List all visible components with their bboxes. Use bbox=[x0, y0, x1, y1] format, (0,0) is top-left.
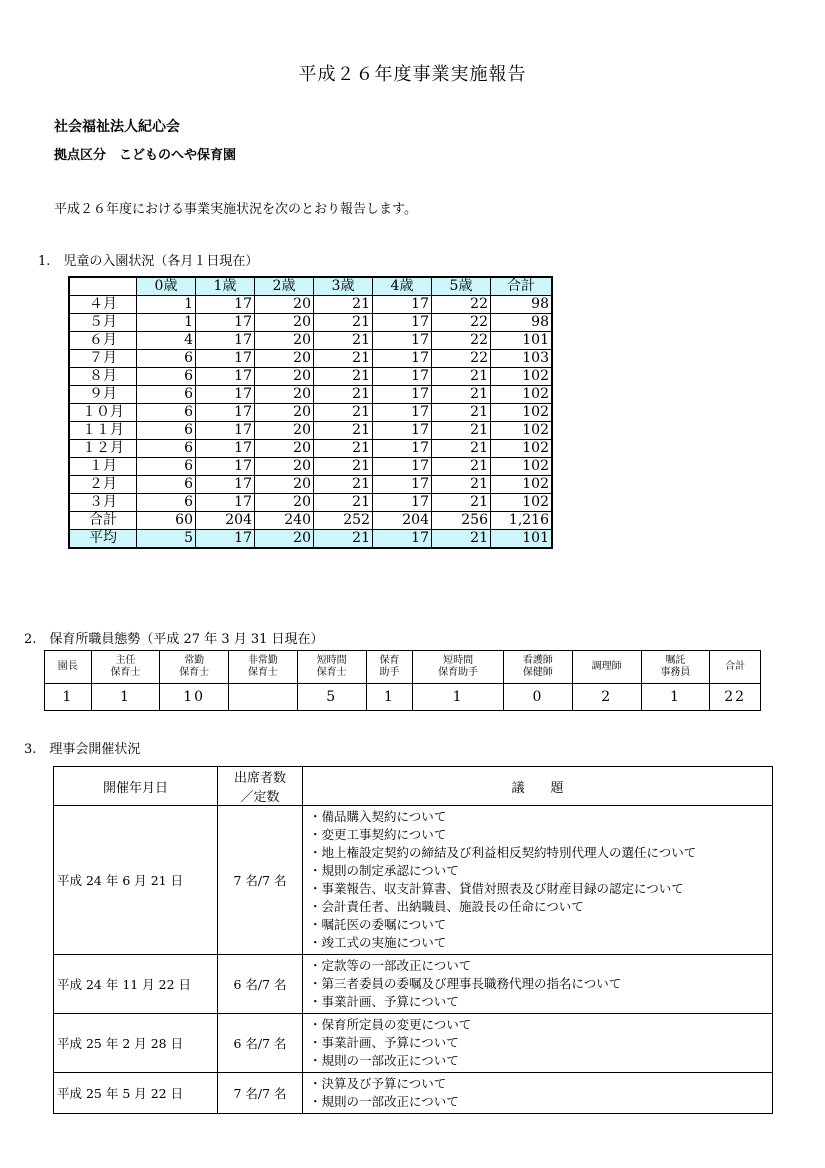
row-label: ９月 bbox=[69, 386, 137, 404]
meeting-row bbox=[54, 955, 773, 1014]
table-row bbox=[69, 368, 552, 386]
staff-count: 2 bbox=[572, 684, 641, 711]
row-label: ５月 bbox=[69, 314, 137, 332]
table-cell: 17 bbox=[196, 476, 255, 494]
row-label: ８月 bbox=[69, 368, 137, 386]
table-cell: 6 bbox=[137, 350, 196, 368]
agenda-item: ・規則の一部改正について bbox=[309, 1094, 459, 1109]
table-cell: 21 bbox=[314, 314, 373, 332]
table-cell: 20 bbox=[255, 350, 314, 368]
table-row bbox=[69, 458, 552, 476]
table-cell: 102 bbox=[491, 386, 553, 404]
table-cell: 17 bbox=[196, 530, 255, 549]
table-cell: 17 bbox=[196, 404, 255, 422]
agenda-item: ・第三者委員の委嘱及び理事長職務代理の指名について bbox=[309, 976, 622, 991]
table-row bbox=[69, 476, 552, 494]
table-cell: 17 bbox=[373, 296, 432, 314]
table-cell: 21 bbox=[314, 440, 373, 458]
table-row bbox=[69, 314, 552, 332]
table-cell: 102 bbox=[491, 368, 553, 386]
table-cell: 17 bbox=[373, 332, 432, 350]
agenda-item: ・保育所定員の変更について bbox=[309, 1017, 472, 1032]
table-cell: 20 bbox=[255, 422, 314, 440]
agenda-item: ・事業計画、予算について bbox=[309, 994, 459, 1009]
meeting-row bbox=[54, 806, 773, 955]
table-cell: 21 bbox=[432, 458, 491, 476]
table-cell: 102 bbox=[491, 476, 553, 494]
table-cell: 21 bbox=[432, 440, 491, 458]
table-row bbox=[69, 404, 552, 422]
organization-name: 社会福祉法人紀心会 bbox=[54, 119, 180, 135]
table-cell: 21 bbox=[432, 404, 491, 422]
column-header: 合計 bbox=[491, 277, 553, 296]
table-cell: 21 bbox=[314, 458, 373, 476]
row-label: ６月 bbox=[69, 332, 137, 350]
staff-count: 22 bbox=[710, 684, 761, 711]
staff-role-header: 非常勤 保育士 bbox=[229, 651, 298, 684]
staff-role-header: 嘱託 事務員 bbox=[641, 651, 710, 684]
staff-role-header: 合計 bbox=[710, 651, 761, 684]
table-cell: 22 bbox=[432, 350, 491, 368]
agenda-item: ・事業報告、収支計算書、貸借対照表及び財産目録の認定について bbox=[309, 881, 684, 896]
table-cell: 21 bbox=[314, 296, 373, 314]
table-cell: 21 bbox=[432, 422, 491, 440]
page-title: 平成２６年度事業実施報告 bbox=[298, 64, 527, 85]
table-cell: 6 bbox=[137, 458, 196, 476]
table-cell: 21 bbox=[432, 386, 491, 404]
agenda-item: ・竣工式の実施について bbox=[309, 935, 447, 950]
table-cell: 17 bbox=[373, 404, 432, 422]
average-row bbox=[69, 530, 552, 549]
table-cell: 256 bbox=[432, 512, 491, 530]
table-cell: 6 bbox=[137, 386, 196, 404]
table-cell: 20 bbox=[255, 530, 314, 549]
meeting-date: 平成 25 年 2 月 28 日 bbox=[54, 1014, 218, 1073]
table-row bbox=[69, 296, 552, 314]
table-cell: 102 bbox=[491, 404, 553, 422]
column-header: 議 題 bbox=[303, 767, 773, 806]
staff-role-header: 看護師 保健師 bbox=[504, 651, 573, 684]
table-cell: 21 bbox=[432, 530, 491, 549]
table-cell: 17 bbox=[196, 350, 255, 368]
agenda-item: ・定款等の一部改正について bbox=[309, 958, 472, 973]
column-header: 3歳 bbox=[314, 277, 373, 296]
table-cell: 17 bbox=[373, 458, 432, 476]
table-row bbox=[69, 422, 552, 440]
meeting-attendance: 7 名/7 名 bbox=[218, 806, 303, 955]
table-cell: 17 bbox=[196, 332, 255, 350]
table-cell: 240 bbox=[255, 512, 314, 530]
staff-role-header: 調理師 bbox=[572, 651, 641, 684]
table-row bbox=[69, 494, 552, 512]
table-cell: 17 bbox=[373, 350, 432, 368]
row-label: １０月 bbox=[69, 404, 137, 422]
meeting-agenda bbox=[303, 955, 773, 1014]
row-label: 合計 bbox=[69, 512, 137, 530]
staff-role-header: 園長 bbox=[45, 651, 92, 684]
meeting-agenda bbox=[303, 1073, 773, 1114]
enrollment-table bbox=[68, 276, 553, 549]
staff-count bbox=[229, 684, 298, 711]
table-cell: 17 bbox=[373, 368, 432, 386]
agenda-item: ・規則の一部改正について bbox=[309, 1053, 459, 1068]
table-cell: 17 bbox=[373, 494, 432, 512]
table-cell: 204 bbox=[196, 512, 255, 530]
agenda-item: ・地上権設定契約の締結及び利益相反契約特別代理人の選任について bbox=[309, 845, 697, 860]
section3-heading: 3. 理事会開催状況 bbox=[24, 742, 141, 757]
meeting-attendance: 6 名/7 名 bbox=[218, 1014, 303, 1073]
table-cell: 22 bbox=[432, 332, 491, 350]
table-cell: 21 bbox=[314, 476, 373, 494]
table-cell: 20 bbox=[255, 386, 314, 404]
staff-count: 1 bbox=[45, 684, 92, 711]
table-cell: 21 bbox=[314, 350, 373, 368]
table-cell: 6 bbox=[137, 440, 196, 458]
column-header: 4歳 bbox=[373, 277, 432, 296]
table-cell: 6 bbox=[137, 404, 196, 422]
table-cell: 22 bbox=[432, 296, 491, 314]
table-row bbox=[69, 512, 552, 530]
table-cell: 102 bbox=[491, 440, 553, 458]
meeting-row bbox=[54, 1073, 773, 1114]
board-meetings-table bbox=[53, 766, 773, 1114]
table-cell: 17 bbox=[196, 296, 255, 314]
table-cell: 6 bbox=[137, 476, 196, 494]
column-header bbox=[69, 277, 137, 296]
table-cell: 21 bbox=[314, 530, 373, 549]
table-cell: 20 bbox=[255, 368, 314, 386]
table-cell: 252 bbox=[314, 512, 373, 530]
table-cell: 17 bbox=[373, 476, 432, 494]
agenda-item: ・変更工事契約について bbox=[309, 827, 447, 842]
table-cell: 21 bbox=[432, 494, 491, 512]
staff-count: 10 bbox=[160, 684, 229, 711]
table-cell: 17 bbox=[196, 386, 255, 404]
table-row bbox=[69, 350, 552, 368]
table-cell: 102 bbox=[491, 494, 553, 512]
row-label: １１月 bbox=[69, 422, 137, 440]
row-label: ３月 bbox=[69, 494, 137, 512]
table-cell: 102 bbox=[491, 458, 553, 476]
row-label: １２月 bbox=[69, 440, 137, 458]
table-cell: 21 bbox=[432, 476, 491, 494]
table-cell: 1 bbox=[137, 296, 196, 314]
table-cell: 21 bbox=[314, 494, 373, 512]
table-cell: 98 bbox=[491, 314, 553, 332]
table-cell: 60 bbox=[137, 512, 196, 530]
table-cell: 17 bbox=[373, 440, 432, 458]
table-cell: 1,216 bbox=[491, 512, 553, 530]
table-cell: 17 bbox=[196, 440, 255, 458]
table-row bbox=[69, 332, 552, 350]
staff-role-header: 常勤 保育士 bbox=[160, 651, 229, 684]
row-label: 平均 bbox=[69, 530, 137, 549]
section1-heading: 1. 児童の入園状況（各月１日現在） bbox=[38, 254, 259, 269]
table-cell: 4 bbox=[137, 332, 196, 350]
table-cell: 20 bbox=[255, 314, 314, 332]
column-header: 出席者数 ／定数 bbox=[218, 767, 303, 806]
meeting-agenda bbox=[303, 806, 773, 955]
meeting-date: 平成 24 年 11 月 22 日 bbox=[54, 955, 218, 1014]
table-cell: 204 bbox=[373, 512, 432, 530]
agenda-item: ・決算及び予算について bbox=[309, 1076, 447, 1091]
intro-text: 平成２６年度における事業実施状況を次のとおり報告します。 bbox=[54, 202, 417, 217]
table-cell: 20 bbox=[255, 476, 314, 494]
table-cell: 6 bbox=[137, 368, 196, 386]
table-cell: 1 bbox=[137, 314, 196, 332]
table-cell: 17 bbox=[196, 368, 255, 386]
meeting-attendance: 7 名/7 名 bbox=[218, 1073, 303, 1114]
staff-role-header: 主任 保育士 bbox=[91, 651, 160, 684]
table-row bbox=[69, 440, 552, 458]
column-header: 2歳 bbox=[255, 277, 314, 296]
column-header: 開催年月日 bbox=[54, 767, 218, 806]
table-cell: 17 bbox=[196, 494, 255, 512]
agenda-item: ・規則の制定承認について bbox=[309, 863, 459, 878]
row-label: ７月 bbox=[69, 350, 137, 368]
table-cell: 6 bbox=[137, 422, 196, 440]
table-cell: 21 bbox=[314, 332, 373, 350]
table-cell: 21 bbox=[432, 368, 491, 386]
table-cell: 6 bbox=[137, 494, 196, 512]
row-label: １月 bbox=[69, 458, 137, 476]
agenda-item: ・会計責任者、出納職員、施設長の任命について bbox=[309, 899, 584, 914]
table-cell: 17 bbox=[196, 458, 255, 476]
table-cell: 20 bbox=[255, 458, 314, 476]
table-cell: 21 bbox=[314, 422, 373, 440]
table-cell: 101 bbox=[491, 332, 553, 350]
table-cell: 102 bbox=[491, 422, 553, 440]
meeting-date: 平成 25 年 5 月 22 日 bbox=[54, 1073, 218, 1114]
table-cell: 20 bbox=[255, 296, 314, 314]
row-label: ２月 bbox=[69, 476, 137, 494]
agenda-item: ・備品購入契約について bbox=[309, 809, 447, 824]
table-cell: 22 bbox=[432, 314, 491, 332]
table-cell: 17 bbox=[373, 314, 432, 332]
meeting-date: 平成 24 年 6 月 21 日 bbox=[54, 806, 218, 955]
table-cell: 17 bbox=[196, 422, 255, 440]
staff-count: 1 bbox=[366, 684, 413, 711]
staff-role-header: 短時間 保育士 bbox=[297, 651, 366, 684]
table-cell: 21 bbox=[314, 404, 373, 422]
table-cell: 17 bbox=[373, 530, 432, 549]
table-cell: 98 bbox=[491, 296, 553, 314]
meeting-row bbox=[54, 1014, 773, 1073]
table-cell: 21 bbox=[314, 368, 373, 386]
staff-count: 5 bbox=[297, 684, 366, 711]
table-cell: 103 bbox=[491, 350, 553, 368]
staff-table bbox=[44, 650, 761, 711]
staff-role-header: 保育 助手 bbox=[366, 651, 413, 684]
table-row bbox=[69, 386, 552, 404]
row-label: ４月 bbox=[69, 296, 137, 314]
agenda-item: ・事業計画、予算について bbox=[309, 1035, 459, 1050]
table-cell: 21 bbox=[314, 386, 373, 404]
staff-count: 0 bbox=[504, 684, 573, 711]
table-cell: 17 bbox=[373, 386, 432, 404]
column-header: 0歳 bbox=[137, 277, 196, 296]
staff-count: 1 bbox=[413, 684, 504, 711]
table-cell: 17 bbox=[196, 314, 255, 332]
staff-count: 1 bbox=[641, 684, 710, 711]
table-cell: 20 bbox=[255, 404, 314, 422]
meeting-attendance: 6 名/7 名 bbox=[218, 955, 303, 1014]
table-cell: 5 bbox=[137, 530, 196, 549]
agenda-item: ・嘱託医の委嘱について bbox=[309, 917, 447, 932]
meeting-agenda bbox=[303, 1014, 773, 1073]
table-cell: 101 bbox=[491, 530, 553, 549]
table-cell: 20 bbox=[255, 494, 314, 512]
table-cell: 17 bbox=[373, 422, 432, 440]
staff-count: 1 bbox=[91, 684, 160, 711]
table-cell: 20 bbox=[255, 440, 314, 458]
table-cell: 20 bbox=[255, 332, 314, 350]
column-header: 5歳 bbox=[432, 277, 491, 296]
section2-heading: 2. 保育所職員態勢（平成 27 年 3 月 31 日現在） bbox=[24, 632, 324, 647]
facility-unit: 拠点区分 こどものへや保育園 bbox=[54, 148, 237, 163]
staff-role-header: 短時間 保育助手 bbox=[413, 651, 504, 684]
column-header: 1歳 bbox=[196, 277, 255, 296]
